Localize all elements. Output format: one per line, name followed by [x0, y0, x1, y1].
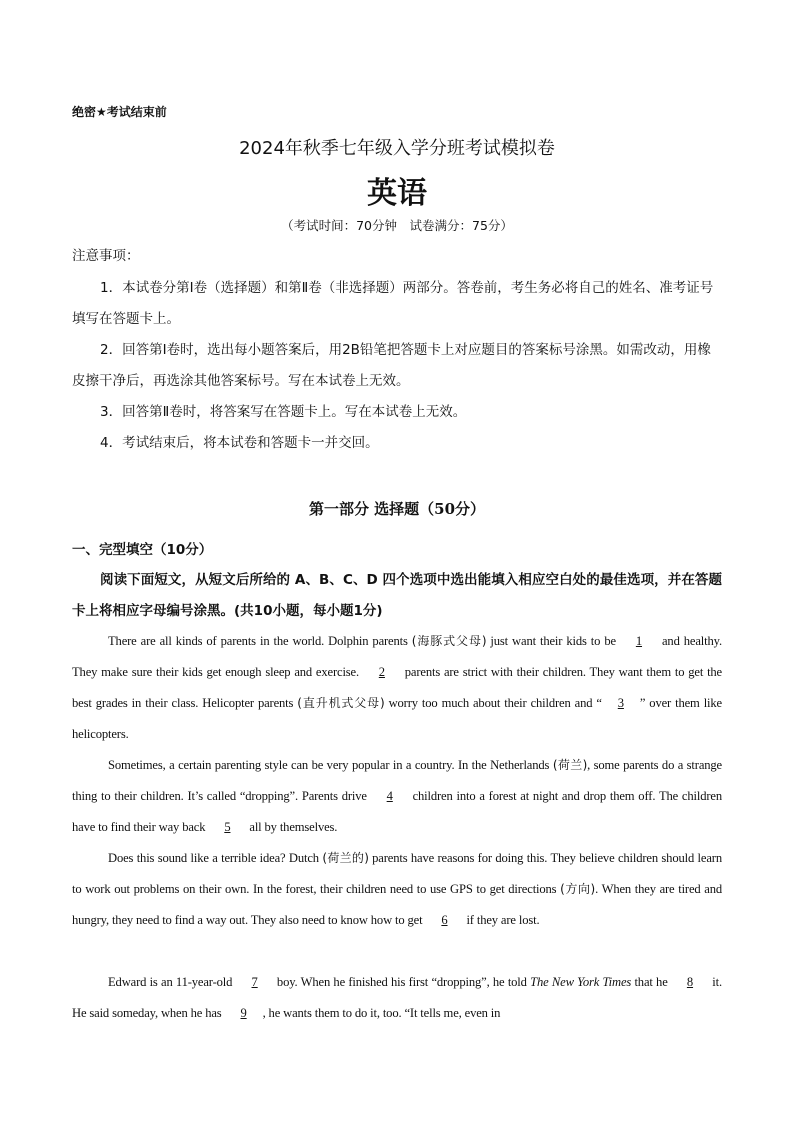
subject-title: 英语 — [367, 176, 427, 211]
passage-text: it. He said someday, when he has — [72, 975, 722, 1020]
passage-text: that he — [631, 975, 671, 989]
confidential-label: 绝密★考试结束前 — [72, 105, 167, 119]
passage-text: all by themselves. — [246, 820, 338, 834]
passage-text: ” over them like helicopters. — [72, 696, 722, 741]
passage-gloss: (荷兰的) — [322, 851, 369, 865]
passage-text: Edward is an 11-year-old — [108, 975, 236, 989]
passage-text: just want their kids to be — [486, 634, 620, 648]
blank-9: 9 — [240, 1006, 247, 1020]
blank-7: 7 — [251, 975, 258, 989]
passage-paragraph — [72, 750, 722, 843]
passage-gloss: (荷兰) — [552, 758, 588, 772]
passage-text: parents have reasons for doing this. They believe children should learn to work out problems on their own. In the forest, their children need to use GPS to get directions — [72, 851, 722, 896]
passage-text: , some parents do a strange thing to their children. It’s called “dropping”. Parents drive — [72, 758, 722, 803]
passage-text: worry too much about their children and “ — [384, 696, 602, 710]
passage-paragraph — [72, 626, 722, 750]
passage-gloss: (方向) — [560, 882, 596, 896]
blank-2: 2 — [378, 665, 385, 679]
section-heading: 一、完型填空（10分） — [72, 542, 213, 558]
note-item: 3．回答第Ⅱ卷时，将答案写在答题卡上。写在本试卷上无效。 — [100, 404, 467, 420]
exam-info: （考试时间：70分钟 试卷满分：75分） — [281, 218, 513, 233]
blank-4: 4 — [386, 789, 393, 803]
blank-1: 1 — [635, 634, 643, 648]
passage-paragraph — [72, 967, 722, 1029]
passage-text: if they are lost. — [463, 913, 540, 927]
passage-paragraph — [72, 843, 722, 936]
passage-text: , he wants them to do it, too. “It tells me, even in — [262, 1006, 501, 1020]
passage-text: and healthy. They make sure their kids get enough sleep and exercise. — [72, 634, 722, 679]
note-item: 2．回答第Ⅰ卷时，选出每小题答案后，用2B铅笔把答题卡上对应题目的答案标号涂黑。如需改动，用橡皮擦干净后，再选涂其他答案标号。写在本试卷上无效。 — [72, 342, 711, 389]
passage-text: Sometimes, a certain parenting style can be very popular in a country. In the Netherlands — [108, 758, 553, 772]
notes-heading: 注意事项： — [72, 248, 140, 264]
exam-title: 2024年秋季七年级入学分班考试模拟卷 — [239, 138, 555, 159]
passage-text: boy. When he finished his first “dropping”, he told — [273, 975, 531, 989]
blank-3: 3 — [617, 696, 624, 710]
note-item: 4．考试结束后，将本试卷和答题卡一并交回。 — [100, 435, 379, 451]
part-heading: 第一部分 选择题（50分） — [308, 500, 486, 518]
passage-text: parents are strict with their children. They want them to get the best grades in their class. Helicopter parents — [72, 665, 723, 710]
passage-gloss: (直升机式父母) — [297, 696, 385, 710]
newspaper-title: The New York Times — [530, 975, 632, 989]
passage-gloss: (海豚式父母) — [411, 634, 487, 648]
note-item: 1．本试卷分第Ⅰ卷（选择题）和第Ⅱ卷（非选择题）两部分。答卷前，考生务必将自己的姓名、准考证号填写在答题卡上。 — [72, 280, 714, 327]
section-instructions: 阅读下面短文，从短文后所给的 A、B、C、D 四个选项中选出能填入相应空白处的最佳选项，并在答题卡上将相应字母编号涂黑。(共10小题，每小题1分) — [72, 572, 722, 619]
blank-8: 8 — [686, 975, 694, 989]
blank-5: 5 — [224, 820, 231, 834]
passage-text: Does this sound like a terrible idea? Dutch — [108, 851, 323, 865]
passage-text: . When they are tired and hungry, they need to find a way out. They also need to know how to get — [72, 882, 722, 927]
blank-6: 6 — [441, 913, 448, 927]
passage-text: There are all kinds of parents in the world. Dolphin parents — [108, 634, 412, 648]
passage-text: children into a forest at night and drop them off. The children have to find their way back — [72, 789, 722, 834]
